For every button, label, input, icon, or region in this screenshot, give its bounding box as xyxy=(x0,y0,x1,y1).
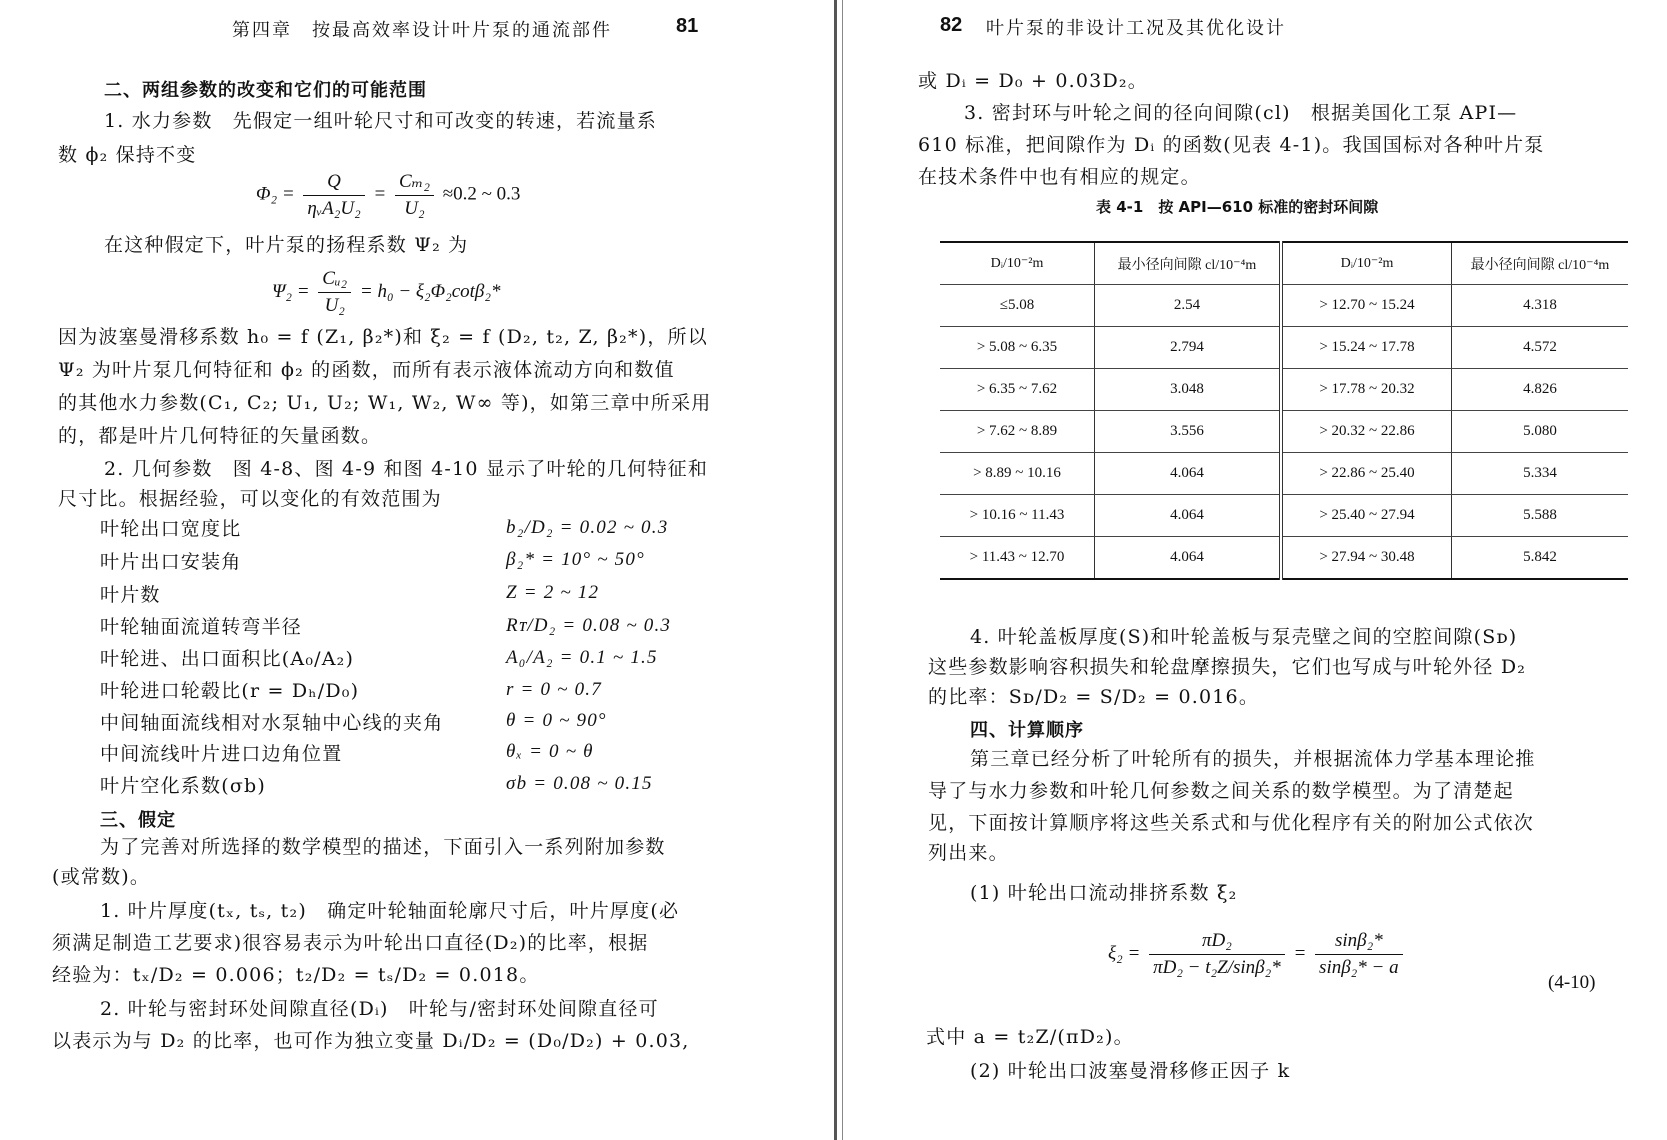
paragraph-line: 1. 叶片厚度(tₓ, tₛ, t₂) 确定叶轮轴面轮廓尺寸后，叶片厚度(必 xyxy=(100,900,680,922)
paragraph-line: 4. 叶轮盖板厚度(S)和叶轮盖板与泵壳壁之间的空腔间隙(Sᴅ) xyxy=(970,626,1518,648)
denominator: U₂ xyxy=(404,198,425,219)
column-header: Dᵢ/10⁻²m xyxy=(940,242,1095,285)
table-cell: > 20.32 ~ 22.86 xyxy=(1281,411,1452,453)
fraction xyxy=(395,170,434,220)
table-row xyxy=(940,285,1628,327)
table-cell: > 17.78 ~ 20.32 xyxy=(1281,369,1452,411)
table-row xyxy=(940,537,1628,580)
param-name: 叶片数 xyxy=(100,584,161,606)
table-cell: 5.842 xyxy=(1452,537,1629,580)
section-heading: 二、两组参数的改变和它们的可能范围 xyxy=(104,80,427,101)
paragraph-line: 1. 水力参数 先假定一组叶轮尺寸和可改变的转速，若流量系 xyxy=(104,110,657,132)
param-range: b₂/D₂ = 0.02 ~ 0.3 xyxy=(506,517,669,538)
column-header: Dᵢ/10⁻²m xyxy=(1281,242,1452,285)
section-heading: 三、假定 xyxy=(100,810,176,831)
paragraph-line: 第三章已经分析了叶轮所有的损失，并根据流体力学基本理论推 xyxy=(970,748,1536,770)
paragraph-line: 或 Dᵢ = D₀ + 0.03D₂。 xyxy=(918,70,1148,92)
param-name: 叶轮轴面流道转弯半径 xyxy=(100,616,303,638)
table-cell: 4.826 xyxy=(1452,369,1629,411)
left-page xyxy=(0,0,780,1140)
numerator: Cᵤ₂ xyxy=(318,268,351,293)
table-cell: > 27.94 ~ 30.48 xyxy=(1281,537,1452,580)
param-name: 叶轮出口宽度比 xyxy=(100,518,242,540)
step-heading: (2) 叶轮出口波塞曼滑移修正因子 k xyxy=(970,1060,1291,1082)
column-header: 最小径向间隙 cl/10⁻⁴m xyxy=(1095,242,1282,285)
paragraph-line: 的比率：Sᴅ/D₂ = S/D₂ = 0.016。 xyxy=(928,686,1260,708)
param-name: 叶轮进口轮毂比(r = Dₕ/D₀) xyxy=(100,680,360,702)
page-number: 81 xyxy=(676,15,699,37)
param-range: θₓ = 0 ~ θ xyxy=(506,741,594,762)
paragraph-line: 2. 几何参数 图 4-8、图 4-9 和图 4-10 显示了叶轮的几何特征和 xyxy=(104,458,709,480)
paragraph-line: 式中 a = t₂Z/(πD₂)。 xyxy=(926,1026,1134,1048)
denominator: πD₂ − t₂Z/sinβ₂* xyxy=(1153,957,1281,978)
param-row xyxy=(100,514,241,541)
equation-psi xyxy=(272,268,501,317)
param-range: θ = 0 ~ 90° xyxy=(506,710,607,731)
param-name: 中间流线叶片进口边角位置 xyxy=(100,743,343,765)
table-cell: > 11.43 ~ 12.70 xyxy=(940,537,1095,580)
param-name: 中间轴面流线相对水泵轴中心线的夹角 xyxy=(100,712,444,734)
running-header-chapter: 第四章 按最高效率设计叶片泵的通流部件 xyxy=(232,20,612,41)
page-gutter-divider-inner xyxy=(842,0,843,1140)
table-row xyxy=(940,495,1628,537)
paragraph-line: 因为波塞曼滑移系数 h₀ = f (Z₁, β₂*)和 ξ₂ = f (D₂, t₂, Z, β₂*)，所以 xyxy=(58,326,708,348)
section-heading: 四、计算顺序 xyxy=(970,720,1084,741)
table-cell: ≤5.08 xyxy=(940,285,1095,327)
denominator: sinβ₂* − a xyxy=(1319,957,1399,978)
paragraph-line: 见，下面按计算顺序将这些关系式和与优化程序有关的附加公式依次 xyxy=(928,812,1535,834)
seal-ring-clearance-table xyxy=(940,241,1628,580)
running-header-title: 叶片泵的非设计工况及其优化设计 xyxy=(986,18,1286,39)
table-cell: 3.048 xyxy=(1095,369,1282,411)
table-row xyxy=(940,327,1628,369)
page-gutter-divider xyxy=(834,0,837,1140)
fraction xyxy=(303,171,364,220)
numerator: Q xyxy=(303,171,364,196)
paragraph-line: 经验为：tₓ/D₂ = 0.006；t₂/D₂ = tₛ/D₂ = 0.018。 xyxy=(52,964,540,986)
paragraph-line: 这些参数影响容积损失和轮盘摩擦损失，它们也写成与叶轮外径 D₂ xyxy=(928,656,1527,678)
paragraph-line: 以表示为与 D₂ 的比率，也可作为独立变量 Dᵢ/D₂ = (D₀/D₂) + 0.03, xyxy=(52,1030,690,1052)
table-cell: > 8.89 ~ 10.16 xyxy=(940,453,1095,495)
fraction xyxy=(1149,930,1285,979)
param-range: A₀/A₂ = 0.1 ~ 1.5 xyxy=(506,647,658,668)
paragraph-line: 须满足制造工艺要求)很容易表示为叶轮出口直径(D₂)的比率，根据 xyxy=(52,932,649,954)
table-cell: 3.556 xyxy=(1095,411,1282,453)
numerator: πD₂ xyxy=(1149,930,1285,955)
table-row xyxy=(940,453,1628,495)
table-row xyxy=(940,369,1628,411)
table-cell: > 22.86 ~ 25.40 xyxy=(1281,453,1452,495)
param-name: 叶轮进、出口面积比(A₀/A₂) xyxy=(100,648,355,670)
equation-xi xyxy=(1108,930,1407,979)
table-cell: 4.318 xyxy=(1452,285,1629,327)
table-cell: > 5.08 ~ 6.35 xyxy=(940,327,1095,369)
param-range: Z = 2 ~ 12 xyxy=(506,582,600,603)
table-cell: 4.064 xyxy=(1095,537,1282,580)
numerator: Cₘ₂ xyxy=(395,170,434,196)
paragraph-line: Ψ₂ 为叶片泵几何特征和 ϕ₂ 的函数，而所有表示液体流动方向和数值 xyxy=(58,359,675,381)
eq-rhs: ≈0.2 ~ 0.3 xyxy=(442,183,521,205)
denominator: U₂ xyxy=(324,295,345,316)
param-range: β₂* = 10° ~ 50° xyxy=(506,549,645,570)
eq-lhs: Φ₂ = xyxy=(256,183,295,205)
param-name: 叶片空化系数(σb) xyxy=(100,775,266,797)
table-cell: > 12.70 ~ 15.24 xyxy=(1281,285,1452,327)
table-cell: > 25.40 ~ 27.94 xyxy=(1281,495,1452,537)
paragraph-line: (或常数)。 xyxy=(52,866,151,888)
table-cell: > 15.24 ~ 17.78 xyxy=(1281,327,1452,369)
param-range: Rᴛ/D₂ = 0.08 ~ 0.3 xyxy=(506,615,672,636)
table-cell: 4.064 xyxy=(1095,453,1282,495)
page-number: 82 xyxy=(940,14,963,36)
numerator: sinβ₂* xyxy=(1315,930,1403,955)
paragraph-line: 2. 叶轮与密封环处间隙直径(Dᵢ) 叶轮与/密封环处间隙直径可 xyxy=(100,998,659,1020)
table-cell: 5.080 xyxy=(1452,411,1629,453)
step-heading: (1) 叶轮出口流动排挤系数 ξ₂ xyxy=(970,882,1238,904)
denominator: ηᵥA₂U₂ xyxy=(307,197,361,219)
eq-lhs: ξ₂ = xyxy=(1108,942,1141,964)
paragraph-line: 在技术条件中也有相应的规定。 xyxy=(918,166,1201,188)
table-cell: > 10.16 ~ 11.43 xyxy=(940,495,1095,537)
paragraph-line: 在这种假定下，叶片泵的扬程系数 Ψ₂ 为 xyxy=(104,234,469,256)
table-cell: > 7.62 ~ 8.89 xyxy=(940,411,1095,453)
table-cell: 5.334 xyxy=(1452,453,1629,495)
table-header-row xyxy=(940,242,1628,285)
equation-phi xyxy=(256,170,520,220)
param-name: 叶片出口安装角 xyxy=(100,551,242,573)
paragraph-line: 导了与水力参数和叶轮几何参数之间关系的数学模型。为了清楚起 xyxy=(928,780,1514,802)
paragraph-line: 数 ϕ₂ 保持不变 xyxy=(58,144,197,166)
table-cell: 4.572 xyxy=(1452,327,1629,369)
param-range: σb = 0.08 ~ 0.15 xyxy=(506,773,653,794)
eq-sign: = xyxy=(1293,942,1307,964)
table-caption: 表 4-1 按 API—610 标准的密封环间隙 xyxy=(1096,198,1379,216)
eq-sign: = xyxy=(373,183,387,205)
table-row xyxy=(940,411,1628,453)
paragraph-line: 列出来。 xyxy=(928,842,1009,864)
table-cell: 5.588 xyxy=(1452,495,1629,537)
paragraph-line: 为了完善对所选择的数学模型的描述，下面引入一系列附加参数 xyxy=(100,836,666,858)
eq-lhs: Ψ₂ = xyxy=(272,280,310,302)
eq-rhs: = h₀ − ξ₂Φ₂cotβ₂* xyxy=(359,280,501,302)
paragraph-line: 尺寸比。根据经验，可以变化的有效范围为 xyxy=(58,488,442,510)
equation-number: (4-10) xyxy=(1548,972,1596,993)
table-cell: > 6.35 ~ 7.62 xyxy=(940,369,1095,411)
fraction xyxy=(1315,930,1403,979)
table-cell: 2.54 xyxy=(1095,285,1282,327)
paragraph-line: 的其他水力参数(C₁, C₂; U₁, U₂; W₁, W₂, W∞ 等)，如第三章中所采用 xyxy=(58,392,712,414)
param-range: r = 0 ~ 0.7 xyxy=(506,679,602,700)
paragraph-line: 的，都是叶片几何特征的矢量函数。 xyxy=(58,425,382,447)
column-header: 最小径向间隙 cl/10⁻⁴m xyxy=(1452,242,1629,285)
fraction xyxy=(318,268,351,317)
paragraph-line: 610 标准，把间隙作为 Dᵢ 的函数(见表 4-1)。我国国标对各种叶片泵 xyxy=(918,134,1545,156)
paragraph-line: 3. 密封环与叶轮之间的径向间隙(cl) 根据美国化工泵 API— xyxy=(964,102,1518,124)
table-cell: 4.064 xyxy=(1095,495,1282,537)
table-cell: 2.794 xyxy=(1095,327,1282,369)
